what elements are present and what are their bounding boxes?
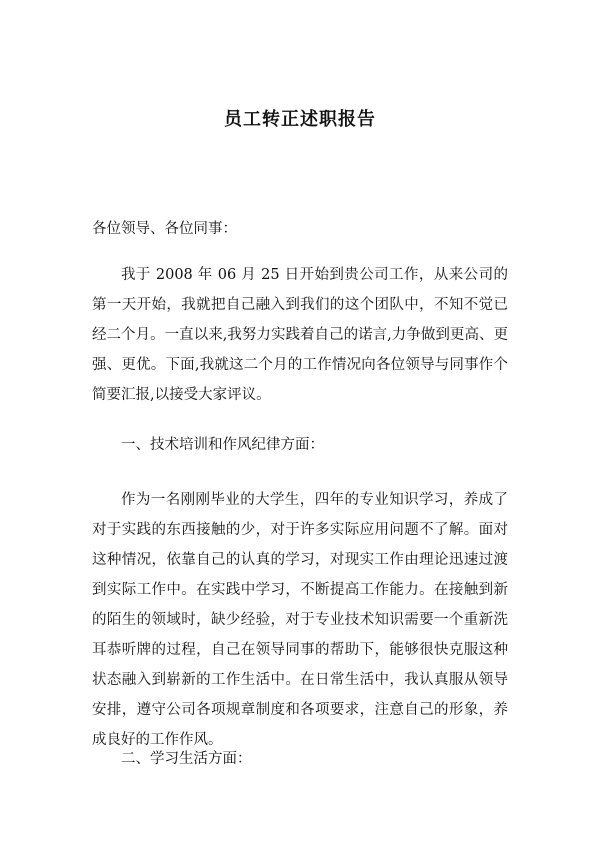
salutation: 各位领导、各位同事： <box>92 221 237 237</box>
document-title: 员工转正述职报告 <box>224 109 376 130</box>
intro-paragraph: 我于 2008 年 06 月 25 日开始到贵公司工作，从来公司的第一天开始，我就把自己融入到我们的这个团队中，不知不觉已经二个月。一直以来,我努力实践着自己的诺言,力争做到更高、更强、更优。下面,我就这二个月的工作情况向各位领导与同事作个简要汇报,以接受大家评议。 <box>92 267 508 403</box>
section-heading-study-life: 二、学习生活方面： <box>121 751 252 767</box>
training-paragraph: 作为一名刚刚毕业的大学生，四年的专业知识学习，养成了对于实践的东西接触的少，对于许多实际应用问题不了解。面对这种情况，依靠自己的认真的学习，对现实工作由理论迅速过渡到实际工作中。在实践中学习，不断提高工作能力。在接触到新的陌生的领域时，缺少经验，对于专业技术知识需要一个重新洗耳恭听牌的过程，自己在领导同事的帮助下，能够很快克服这种状态融入到崭新的工作生活中。在日常生活中，我认真服从领导安排，遵守公司各项规章制度和各项要求，注意自己的形象，养成良好的工作作风。 <box>92 492 508 748</box>
section-heading-training: 一、技术培训和作风纪律方面： <box>121 437 324 453</box>
